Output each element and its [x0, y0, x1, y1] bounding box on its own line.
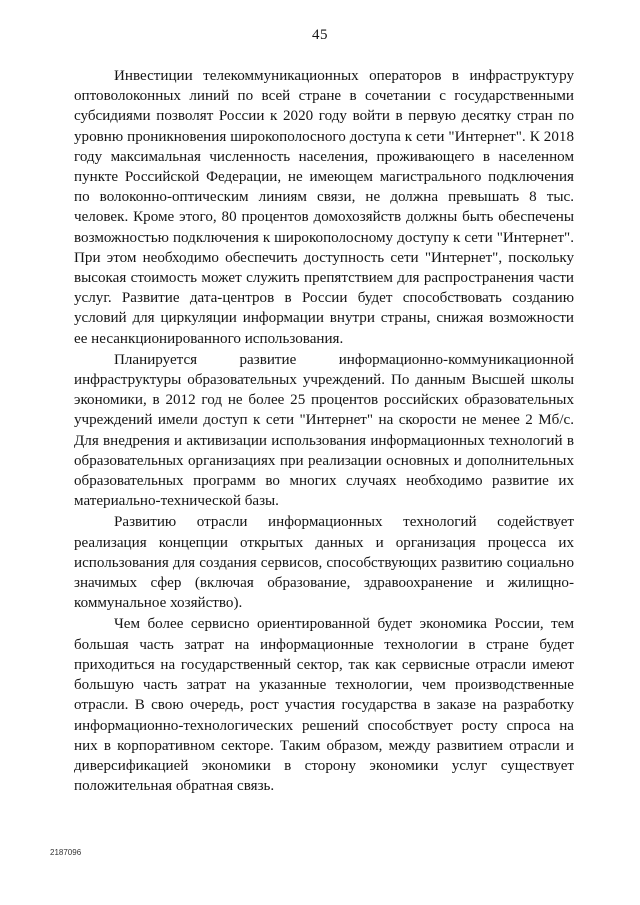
document-code: 2187096 [50, 848, 82, 857]
paragraph-broadband-investment: Инвестиции телекоммуникационных операторов в инфраструктуру оптоволоконных линий по всей стране в сочетании с государственными субсидиями позволят России к 2020 году войти в первую десятку стран по уровню проникновения широкополосного доступа к сети "Интернет". К 2018 году максимальная численность населения, проживающего в населенном пункте Российской Федерации, не имеющем магистрального подключения по волоконно-оптическим линиям связи, не должна превышать 8 тыс. человек. Кроме этого, 80 процентов домохозяйств должны быть обеспечены возможностью подключения к широкополосному доступу к сети "Интернет". При этом необходимо обеспечить доступность сети "Интернет", поскольку высокая стоимость может служить препятствием для распространения части услуг. Развитие дата-центров в России будет способствовать созданию условий для циркуляции информации внутри страны, снижая возможности ее несанкционированного использования. [74, 68, 574, 347]
page-number: 45 [312, 27, 328, 43]
paragraph-open-data: Развитию отрасли информационных технологий содействует реализация концепции открытых данных и организация процесса их использования для создания сервисов, способствующих развитию социально значимых сфер (включая образование, здравоохранение и жилищно-коммунальное хозяйство). [74, 514, 574, 612]
paragraph-education-infrastructure: Планируется развитие информационно-коммуникационной инфраструктуры образовательных учреждений. По данным Высшей школы экономики, в 2012 год не более 25 процентов российских образовательных учреждений имели доступ к сети "Интернет" на скорости не менее 2 Мб/с. Для внедрения и активизации использования информационных технологий в образовательных организациях при реализации основных и дополнительных образовательных программ во многих случаях необходимо развитие их материально-технической базы. [74, 351, 574, 510]
document-body [74, 66, 574, 796]
paragraph-service-economy: Чем более сервисно ориентированной будет экономика России, тем большая часть затрат на информационные технологии в стране будет приходиться на государственный сектор, так как сервисные отрасли имеют большую часть затрат на указанные технологии, чем производственные отрасли. В свою очередь, рост участия государства в заказе на разработку информационно-технологических решений способствует росту спроса на них в корпоративном секторе. Таким образом, между развитием отрасли и диверсификацией экономики в сторону экономики услуг существует положительная обратная связь. [74, 616, 574, 795]
